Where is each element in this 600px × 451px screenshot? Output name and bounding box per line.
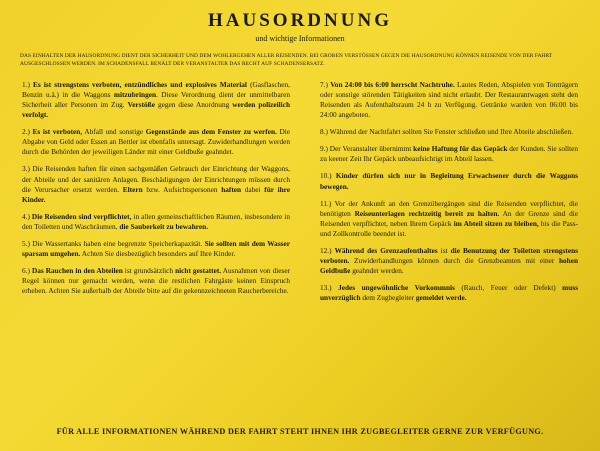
rule-text: geahndet werden. [350,265,404,275]
rule-bold-text: mitzubringen [113,90,157,100]
rule-bold-text: haften [221,184,242,194]
rule-text: 8.) Während der Nachtfahrt sollten Sie Fenster schließen und Ihre Abteile abschließen. [320,127,573,137]
rule-bold-text: nicht gestattet. [175,265,222,275]
rule-bold-text: Es ist verboten, [32,127,83,137]
rule-text: der Kunden. Sie sollten zu keener Zeit Ihr Gepäck unbeaufsichtigt im Abteil lassen. [320,144,578,164]
rule-text: Zuwiderhandlungen können durch die Grenzbeamten mit einer [349,255,559,265]
rule-text: 13.) [320,283,339,292]
rule-item [22,80,290,120]
rule-text: (Gasflaschen, Benzin u.ä.) in die Waggons [22,80,290,100]
rule-item [22,164,290,204]
rule-text: 7.) [320,80,331,89]
rule-bold-text: die Benutzung der Toiletten strengstens verboten. [320,245,578,265]
rule-item [320,144,578,164]
rule-bold-text: werden polizeilich verfolgt. [22,100,290,120]
rule-text: 2.) [22,127,33,137]
rule-text: 10.) [320,171,336,181]
rule-item [320,171,578,191]
footer-notice: FÜR ALLE INFORMATIONEN WÄHREND DER FAHRT STEHT IHNEN IHR ZUGBEGLEITER GERNE ZUR VERFÜGUNG. [56,427,544,436]
rule-text: dem Zugbegleiter [360,293,416,303]
rule-text: ist grundsätzlich [122,265,176,275]
rule-bold-text: Sie sollten mit dem Wasser sparsam umgehen. [22,238,290,258]
rules-left-column [22,80,290,303]
rule-bold-text: Jedes ungewöhnliche Vorkommnis [338,283,455,292]
rule-text: 1.) [22,80,34,89]
rule-text: Lautes Reden, Abspielen von Tonträgern oder sonstige störenden Tätigkeiten sind nicht erlaubt. Der Restaurantwagen steht den Reisenden als Aufenthaltsraum 24 h zu Verfügung. Getränke warden von 06:00 bis 24:00 angeboten. [320,80,578,120]
rule-item [320,80,578,120]
rule-text: 4.) [22,211,32,221]
sign-title: HAUSORDNUNG [208,10,392,31]
rule-bold-text: gemeldet werde. [415,293,467,303]
rule-bold-text: Die Reisenden sind verpflichtet, [31,211,132,221]
rule-bold-text: Während des Grenzaufenthaltes [334,245,438,255]
sign-subtitle: und wichtige Informationen [255,34,345,43]
rule-text: dabei [241,184,265,194]
rule-text: (Rauch, Feuer oder Defekt) [454,283,563,292]
rule-text: 12.) [320,245,335,255]
rule-bold-text: hohen Geldbuße [320,255,578,275]
rule-text: bzw. Aufsichtspersonen [142,184,222,194]
rule-text: ist [437,245,451,255]
rule-bold-text: die Sauberkeit zu bewahren. [119,221,208,231]
rule-item [320,246,578,276]
rule-bold-text: Von 24:00 bis 6:00 herrscht Nachtruhe. [330,80,455,89]
rule-bold-text: muss unverzüglich [320,283,578,303]
rules-right-column [320,80,578,310]
rule-text: . Diese Verordnung dient der unmittelbaren Sicherheit aller Personen im Zug. [22,90,290,110]
rule-text: Abfall und sonstige [82,127,146,137]
rule-bold-text: für ihre Kinder. [22,184,291,204]
rule-bold-text: Es ist strengstens verboten, entzündliches und explosives Material [33,80,247,89]
rule-bold-text: Gegenstände aus dem Fenster zu werfen. [145,127,277,137]
rule-item [22,127,290,157]
rule-bold-text: im Abteil sitzen zu bleiben, [453,218,539,228]
rule-text: Die Abgabe von Geld oder Essen an Bettler ist ebenfalls untersagt. Zuwiderhandlungen werden durch die Behörden der jeweiligen Länder mit einer Geldbuße geahndet. [22,127,290,157]
rule-bold-text: keine Haftung für das Gepäck [413,144,508,154]
rule-text: bis die Pass- und Zollkontrolle beendet ist. [320,218,578,238]
rule-item [22,212,290,232]
rule-bold-text: Das Rauchen in den Abteilen [31,265,123,275]
rule-item [320,283,578,303]
rule-bold-text: Kinder dürfen sich nur in Begleitung Erwachsener durch die Waggons bewegen. [320,171,578,191]
rule-text: 3.) Die Reisenden haften für einen sachgemäßen Gebrauch der Einrichtung der Waggons, der Abteile und der sanitären Anlagen. Beschädigungen der Einrichtungen müssen durch die Verursacher ersetzt werden. [22,164,290,194]
rule-text: 11.) Vor der Ankunft an den Grenzübergängen sind die Reisenden verpflichtet, die benötigten [320,198,578,218]
rule-item [320,127,578,137]
rule-text: Achten Sie diesbezüglich besonders auf Ihre Kinder. [80,248,236,258]
rule-text: gegen diese Anordnung [154,100,233,110]
rule-text: in allen gemeinschaftlichen Räumen, insbesondere in den Toiletten und Waschräumen, [22,211,290,231]
rule-bold-text: Reiseunterlagen rechtzeitig bereit zu halten. [354,208,500,218]
preamble-text: DAS EINHALTEN DER HAUSORDNUNG DIENT DER SICHERHEIT UND DEM WOHLERGEHEN ALLER REISENDEN. BEI GROBEN VERSTÖSSEN GEGEN DIE HAUSORDNUNG KÖNNEN REISENDE VON DER FAHRT AUSGESCHLOSSEN WERDEN. IM SCHADENSFALL BENÄLT DER VERANSTALTER DAS RECHT AUF SCHADENSERSATZ. [20,53,553,68]
rule-text: Ausnahmen von dieser Regel können nur gemacht werden, wenn die restlichen Fahrgäste keinen Einspruch erheben. Achten Sie außerhalb der Abteile bitte auf die gekennzeichneten Raucherbereiche. [22,265,291,296]
rule-text: 9.) Der Veranstalter übernimmt [320,144,414,154]
rule-text: 6.) [22,265,32,275]
rule-bold-text: Eltern [122,184,143,194]
rule-item [22,239,290,259]
rule-item [22,266,290,296]
rule-item [320,199,578,239]
rule-text: 5.) Die Wassertanks haben eine begrenzte Speicherkapazität. [22,238,205,248]
rule-bold-text: Verstöße [127,100,155,110]
rule-text: An der Grenze sind die Reisenden verpflichtet, neben Ihrem Gepäck [320,208,578,228]
